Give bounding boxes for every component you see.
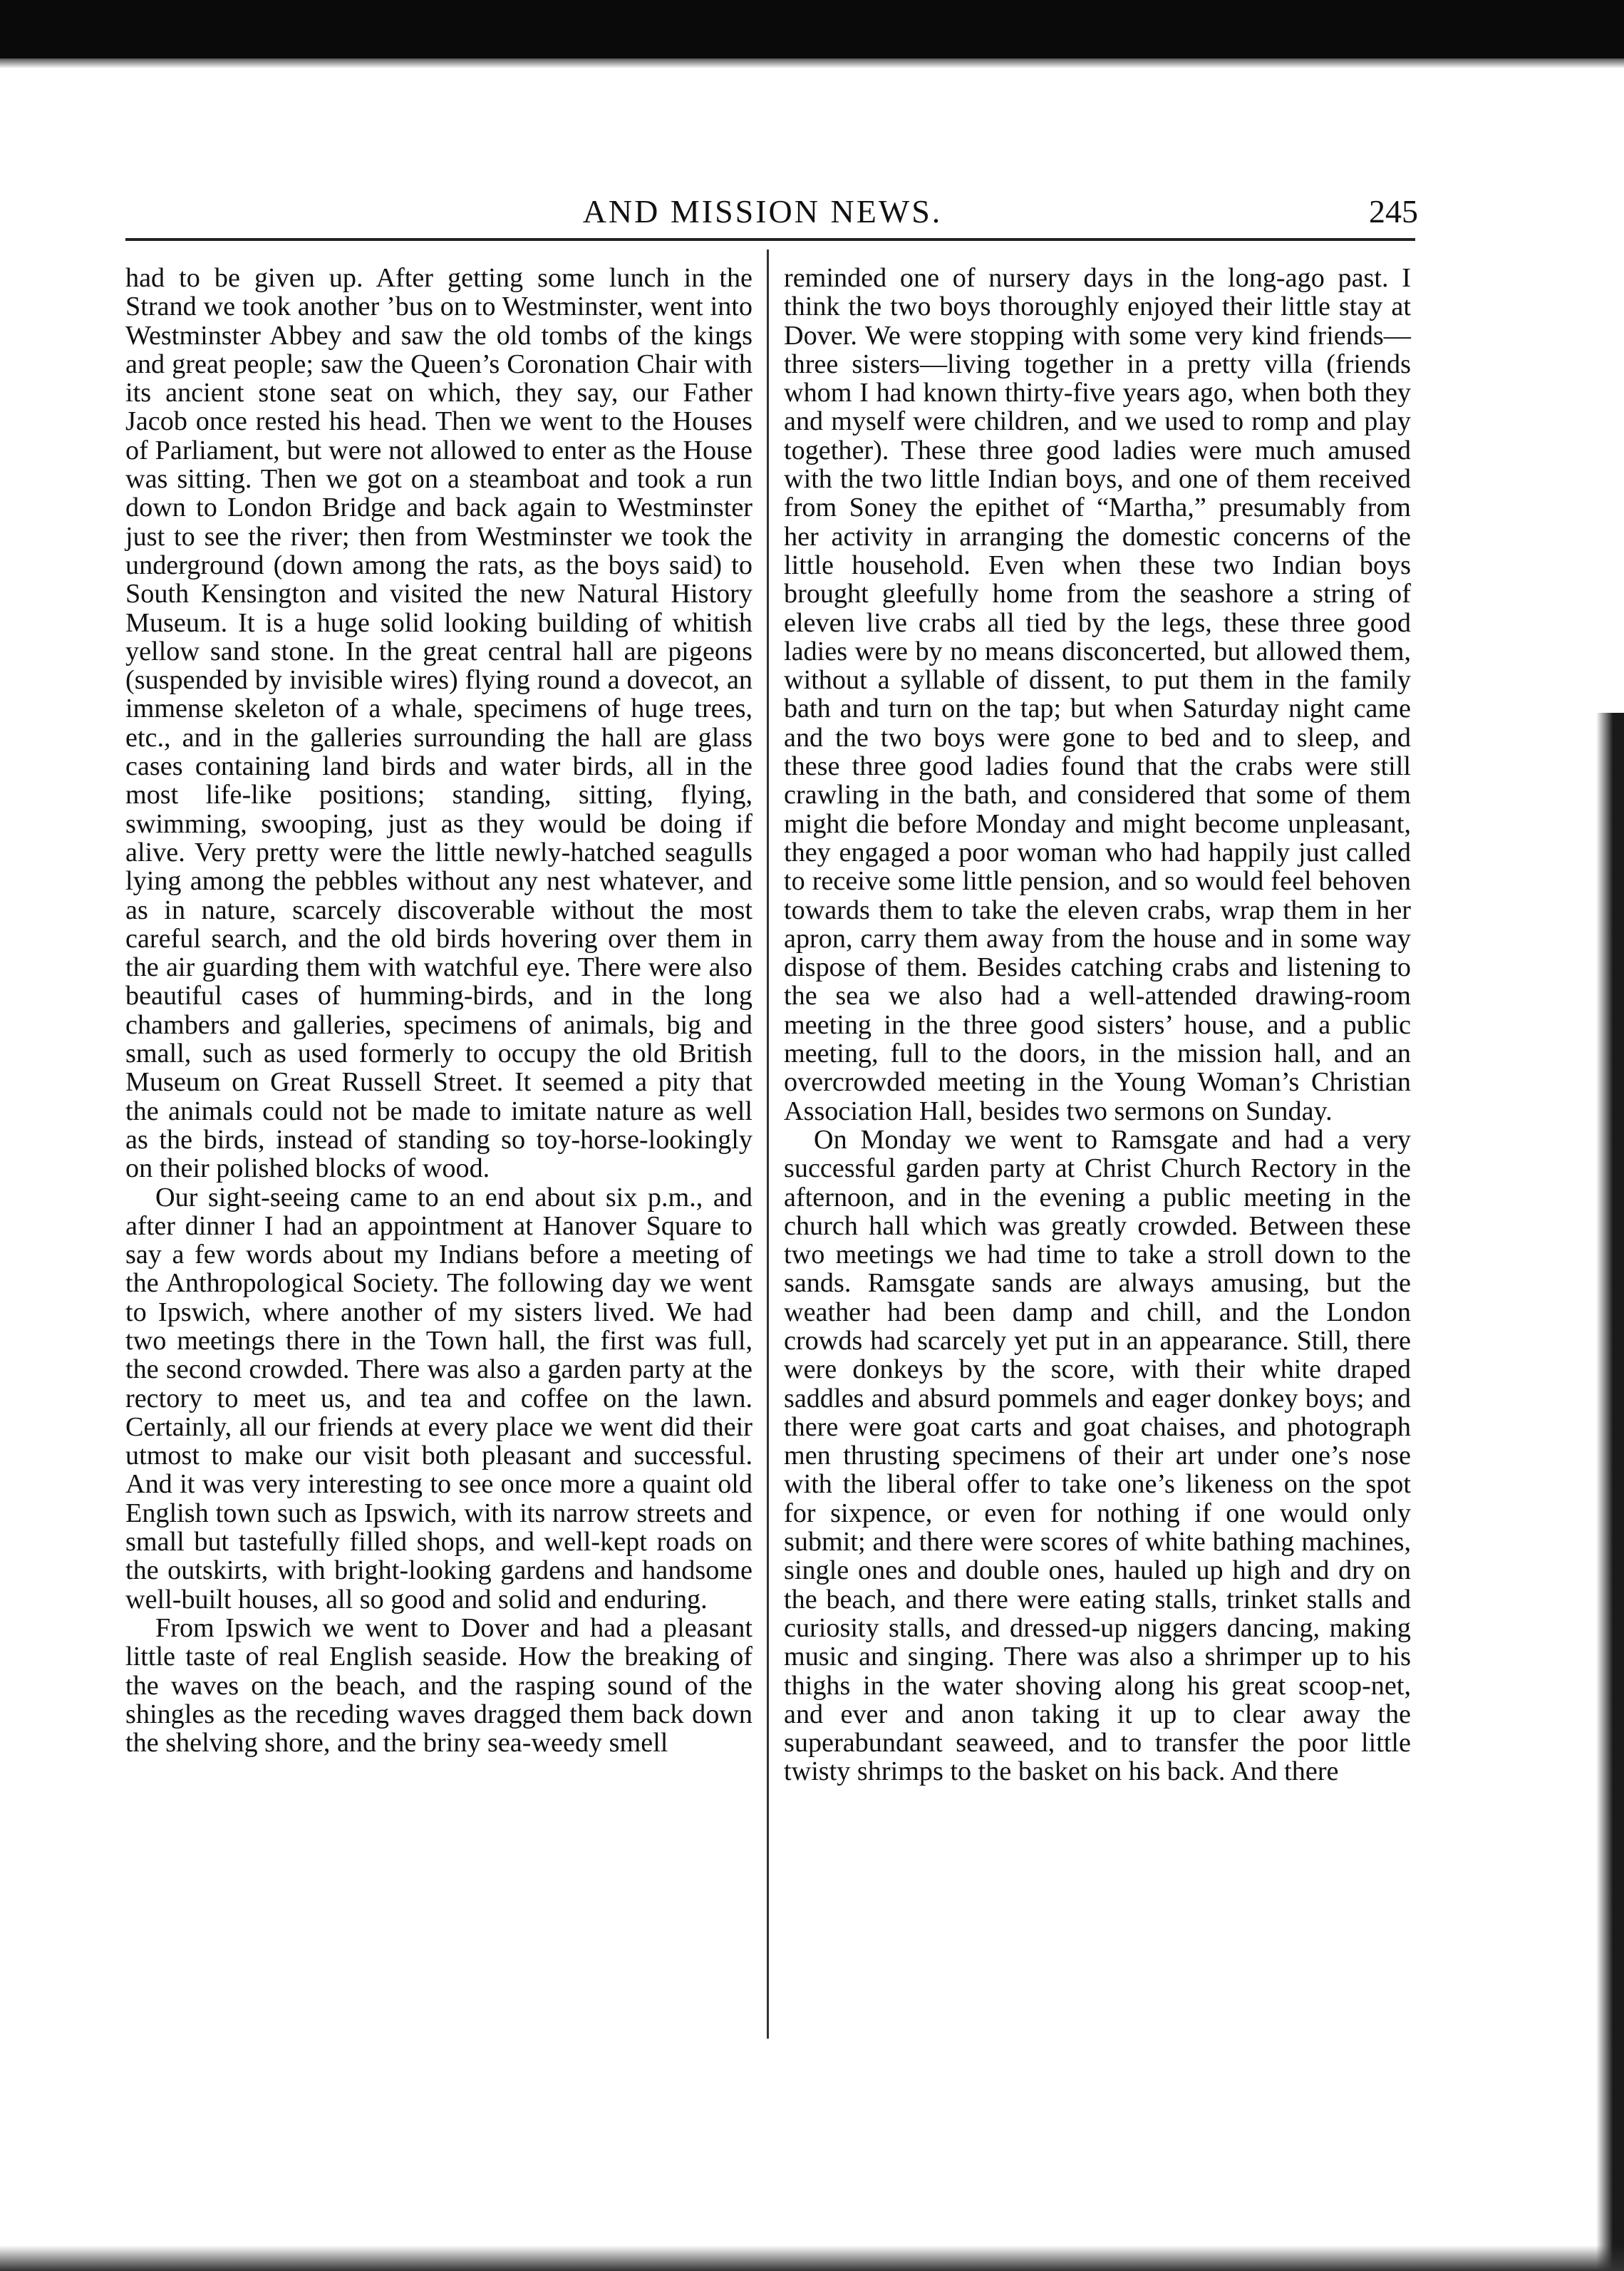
running-title: AND MISSION NEWS.	[582, 193, 943, 230]
right-column	[784, 264, 1411, 1786]
paragraph: Our sight-seeing came to an end about six p.m., and after dinner I had an appointment at Hanover Square to say a few words about my Indians before a meeting of the Anthropological Society. The following day we went to Ipswich, where another of my sisters lived. We had two meetings there in the Town hall, the first was full, the second crowded. There was also a garden party at the rectory to meet us, and tea and coffee on the lawn. Certainly, all our friends at every place we went did their utmost to make our visit both pleasant and successful. And it was very interesting to see once more a quaint old English town such as Ipswich, with its narrow streets and small but tastefully filled shops, and well-kept roads on the outskirts, with bright-looking gardens and handsome well-built houses, all so good and solid and enduring.	[125, 1182, 752, 1615]
scan-top-border	[0, 0, 1624, 58]
scan-bottom-shadow	[0, 2245, 1624, 2271]
page-header	[107, 187, 1418, 237]
paragraph: reminded one of nursery days in the long-ago past. I think the two boys thoroughly enjoyed their little stay at Dover. We were stopping with some very kind friends—three sisters—living together in a pretty villa (friends whom I had known thirty-five years ago, when both they and myself were children, and we used to romp and play together). These three good ladies were much amused with the two little Indian boys, and one of them received from Soney the epithet of “Martha,” presumably from her activity in arranging the domestic concerns of the little household. Even when these two Indian boys brought gleefully home from the seashore a string of eleven live crabs all tied by the legs, these three good ladies were by no means disconcerted, but allowed them, without a syllable of dissent, to put them in the family bath and turn on the tap; but when Saturday night came and the two boys were gone to bed and to sleep, and these three good ladies found that the crabs were still crawling in the bath, and considered that some of them might die before Monday and might become unpleasant, they engaged a poor woman who had happily just called to receive some little pension, and so would feel behoven towards them to take the eleven crabs, wrap them in her apron, carry them away from the house and in some way dispose of them. Besides catching crabs and listening to the sea we also had a well-attended drawing-room meeting in the three good sisters’ house, and a public meeting, full to the doors, in the mission hall, and an overcrowded meeting in the Young Woman’s Christian Association Hall, besides two sermons on Sunday.	[784, 263, 1411, 1126]
scan-top-shadow	[0, 58, 1624, 68]
scan-right-shadow	[1596, 713, 1624, 2271]
page-number: 245	[1369, 193, 1418, 230]
header-rule	[125, 238, 1415, 241]
paragraph: From Ipswich we went to Dover and had a pleasant little taste of real English seaside. How the breaking of the waves on the beach, and the rasping sound of the shingles as the receding waves dragged them back down the shelving shore, and the briny sea-weedy smell	[125, 1612, 752, 1758]
left-column	[125, 264, 752, 1757]
column-divider	[767, 249, 769, 2039]
paragraph: had to be given up. After getting some lunch in the Strand we took another ’bus on to Westminster, went into Westminster Abbey and saw the old tombs of the kings and great people; saw the Queen’s Coronation Chair with its ancient stone seat on which, they say, our Father Jacob once rested his head. Then we went to the Houses of Parliament, but were not allowed to enter as the House was sitting. Then we got on a steamboat and took a run down to London Bridge and back again to Westminster just to see the river; then from Westminster we took the underground (down among the rats, as the boys said) to South Kensington and visited the new Natural History Museum. It is a huge solid looking building of whitish yellow sand stone. In the great central hall are pigeons (suspended by invisible wires) flying round a dovecot, an immense skeleton of a whale, specimens of huge trees, etc., and in the galleries surrounding the hall are glass cases containing land birds and water birds, all in the most life-like positions; standing, sitting, flying, swimming, swooping, just as they would be doing if alive. Very pretty were the little newly-hatched seagulls lying among the pebbles without any nest whatever, and as in nature, scarcely discoverable without the most careful search, and the old birds hovering over them in the air guarding them with watchful eye. There were also beautiful cases of humming-birds, and in the long chambers and galleries, specimens of animals, big and small, such as used formerly to occupy the old British Museum on Great Russell Street. It seemed a pity that the animals could not be made to imitate nature as well as the birds, instead of standing so toy-horse-lookingly on their polished blocks of wood.	[125, 263, 752, 1184]
paragraph: On Monday we went to Ramsgate and had a very successful garden party at Christ Church Rectory in the afternoon, and in the evening a public meeting in the church hall which was greatly crowded. Between these two meetings we had time to take a stroll down to the sands. Ramsgate sands are always amusing, but the weather had been damp and chill, and the London crowds had scarcely yet put in an appearance. Still, there were donkeys by the score, with their white draped saddles and absurd pommels and eager donkey boys; and there were goat carts and goat chaises, and photograph men thrusting specimens of their art under one’s nose with the liberal offer to take one’s likeness on the spot for sixpence, or even for nothing if one would only submit; and there were scores of white bathing machines, single ones and double ones, hauled up high and dry on the beach, and there were eating stalls, trinket stalls and curiosity stalls, and dressed-up niggers dancing, making music and singing. There was also a shrimper up to his thighs in the water shoving along his great scoop-net, and ever and anon taking it up to clear away the superabundant seaweed, and to transfer the poor little twisty shrimps to the basket on his back. And there	[784, 1124, 1411, 1787]
